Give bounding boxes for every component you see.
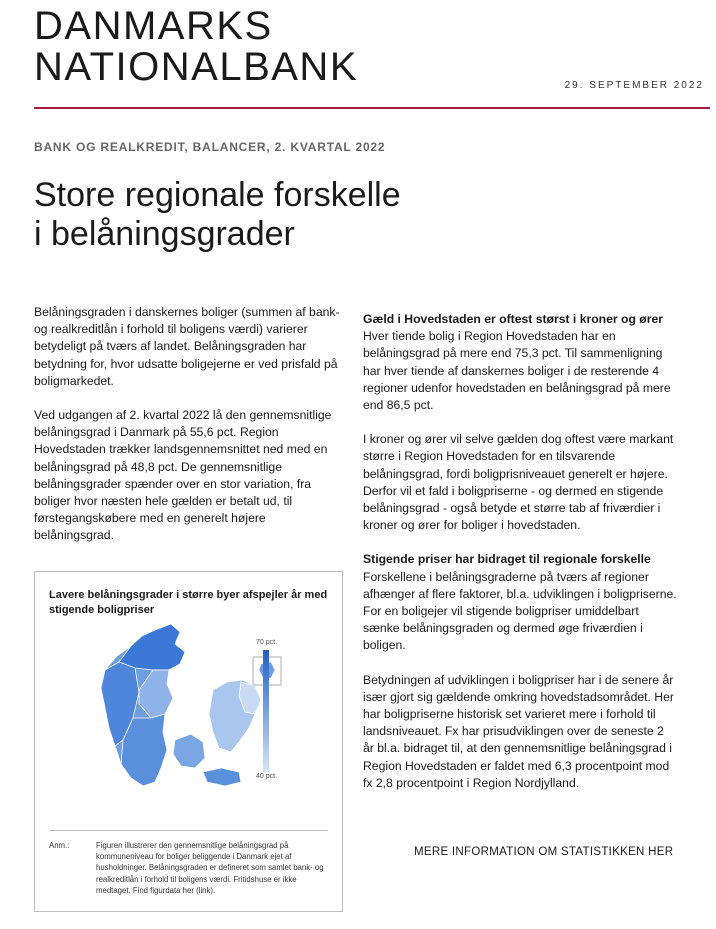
legend-min-label: 40 pct.	[256, 773, 278, 780]
right-paragraph-2: I kroner og ører vil selve gælden dog oftest være markant større i Region Hovedstaden for en tilsvarende belåningsgrad, fordi boligprisniveauet generelt er højere. Derfor vil et fald i boligpriserne - og dermed en stigende belåningsgrad - også betyde et større tab af friværdier i kroner og ører for boliger i hovedstaden.	[363, 432, 674, 533]
logo-line-1: DANMARKS	[34, 4, 273, 48]
more-information-link[interactable]: MERE INFORMATION OM STATISTIKKEN HER	[414, 846, 674, 858]
figure-box	[34, 571, 343, 912]
right-paragraph-4: Betydningen af udviklingen i boligpriser har i de senere år især gjort sig gældende omkring hovedstadsområdet. Her har boligpriserne historisk set varieret mere i forhold til landsniveauet. Fx har prisudviklingen over de seneste 2 år bl.a. bidraget til, at den gennemsnitlige belåningsgrad i Region Hovedstaden er faldet med 6,3 procentpoint mod fx 2,8 procentpoint i Region Nordjylland.	[363, 672, 674, 790]
figure-title: Lavere belåningsgrader i større byer afspejler år med stigende boligpriser	[49, 589, 328, 616]
note-label: Anm.:	[49, 841, 70, 850]
right-heading-2: Stigende priser har bidraget til regionale forskelle	[363, 552, 651, 567]
right-paragraph-1: Hver tiende bolig i Region Hovedstaden har en belåningsgrad på mere end 75,3 pct. Til sammenligning har hver tiende af danskernes boliger i de resterende 4 regioner udenfor hovedstaden en belåningsgrad på mere end 86,5 pct.	[363, 329, 671, 413]
page-title	[34, 176, 474, 254]
right-column	[363, 311, 677, 809]
legend-max-label: 70 pct.	[256, 639, 278, 646]
logo	[34, 6, 358, 88]
note-text: Figuren illustrerer den gennemsnitlige belåningsgrad på kommuneniveau for boliger beliggende i Danmark ejet af husholdninger. Belåningsgraden er defineret som samlet bank- og realkreditlån i forhold til boligens værdi. Fritidshuse er ikke medtaget. Find figurdata her (link).	[96, 841, 324, 895]
header-rule	[34, 107, 710, 109]
publication-date: 29. SEPTEMBER 2022	[564, 80, 704, 91]
map-north-jutland	[119, 624, 185, 670]
logo-line-2: NATIONALBANK	[34, 45, 358, 89]
left-column	[34, 304, 344, 562]
denmark-map	[35, 572, 344, 831]
figure-separator	[49, 830, 328, 831]
left-paragraph-2: Ved udgangen af 2. kvartal 2022 lå den gennemsnitlige belåningsgrad i Danmark på 55,6 pct. Region Hovedstaden trækker landsgennemsnittet ned med en belåningsgrad på 48,8 pct. De gennemsnitlige belåningsgrader spænder over en stor variation, fra boliger hvor næsten hele gælden er betalt ud, til førstegangskøbere med en generelt højere belåningsgrad.	[34, 408, 332, 543]
title-line-1: Store regionale forskelle	[34, 176, 401, 214]
right-heading-1: Gæld i Hovedstaden er oftest størst i kroner og ører	[363, 312, 664, 326]
title-line-2: i belåningsgrader	[34, 215, 295, 253]
map-funen	[173, 734, 205, 768]
kicker: BANK OG REALKREDIT, BALANCER, 2. KVARTAL 2022	[34, 140, 386, 154]
right-paragraph-3: Forskellene i belåningsgraderne på tværs af regioner afhænger af flere faktorer, bl.a. udviklingen i boligpriserne. For en boligejer vil stigende boligpriser umiddelbart sænke belåningsgraden og dermed øge friværdien i boligen.	[363, 569, 677, 653]
map-lolland-falster	[203, 768, 241, 786]
left-paragraph-1: Belåningsgraden i danskernes boliger (summen af bank- og realkreditlån i forhold til boligens værdi) varierer betydeligt på tværs af landet. Belåningsgraden har betydning for, hvor udsatte boligejerne er ved prisfald på boligmarkedet.	[34, 305, 340, 388]
legend-bar	[263, 650, 269, 772]
